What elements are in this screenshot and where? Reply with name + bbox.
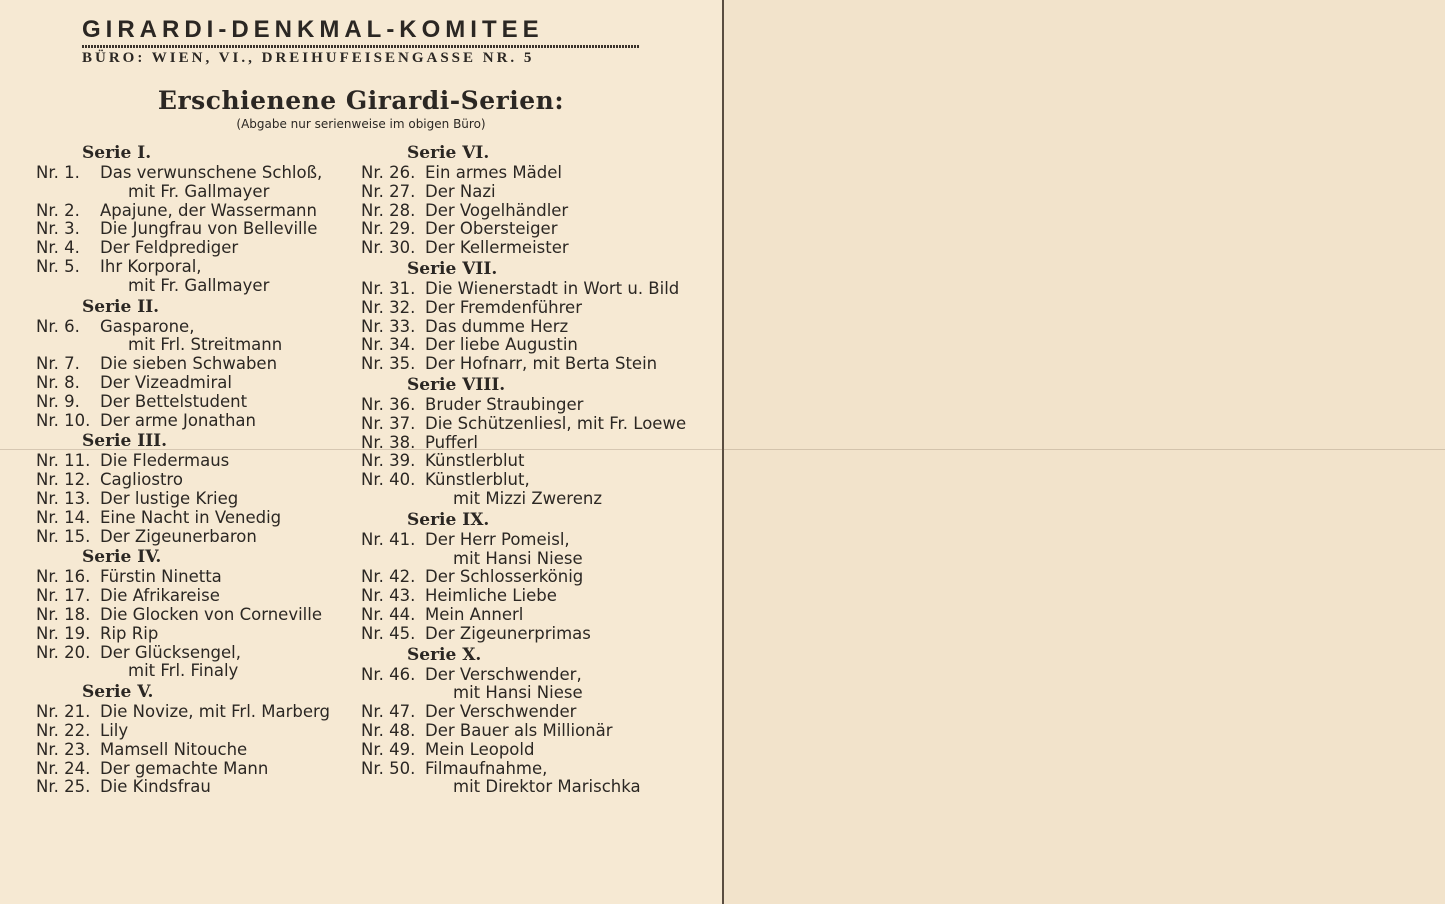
list-item [36,509,330,528]
list-item [36,374,330,393]
list-item [361,452,686,471]
entry-line [36,412,330,431]
list-item [36,625,330,644]
entry-number: Nr. 5. [36,256,80,276]
list-item [36,412,330,431]
entry-title: Die Schützenliesl, mit Fr. Loewe [425,413,687,433]
entry-number: Nr. 33. [361,316,416,336]
entry-number: Nr. 19. [36,623,91,643]
entry-line [36,778,330,797]
entry-number: Nr. 40. [361,470,416,490]
entry-line [36,606,330,625]
entry-line [36,760,330,779]
entry-line [36,239,330,258]
entry-title: Die Glocken von Corneville [100,604,322,624]
entry-title: Der Vogelhändler [425,200,569,220]
entry-number: Nr. 24. [36,758,91,778]
list-item [361,666,686,704]
heading [0,86,722,131]
right-page-blank [724,0,1445,904]
entry-title: Pufferl [425,432,479,452]
entry-continuation: mit Mizzi Zwerenz [453,488,602,508]
entry-title: Der lustige Krieg [100,488,239,508]
entry-title: Die Jungfrau von Belleville [100,219,318,239]
serie-heading: Serie V. [82,682,154,703]
serie-heading: Serie II. [82,296,160,317]
entry-number: Nr. 28. [361,200,416,220]
entry-line [361,606,686,625]
entry-number: Nr. 32. [361,297,416,317]
entry-number: Nr. 11. [36,451,91,471]
entry-line [361,587,686,606]
entry-title: Ihr Korporal, [100,256,202,276]
entry-number: Nr. 50. [361,758,416,778]
entry-title: Der Vizeadmiral [100,372,232,392]
list-item [361,568,686,587]
serie-heading: Serie X. [407,644,482,665]
list-item [36,568,330,587]
list-item [36,239,330,258]
list-item [361,531,686,569]
entry-number: Nr. 46. [361,664,416,684]
entry-title: Der arme Jonathan [100,410,256,430]
letterhead-address: BÜRO: WIEN, VI., DREIHUFEISENGASSE NR. 5 [82,50,535,66]
entry-title: Der Glücksengel, [100,642,241,662]
entry-title: Lily [100,720,129,740]
entry-number: Nr. 34. [361,335,416,355]
horizontal-crease [0,449,1445,450]
entry-line [361,568,686,587]
entry-line [36,258,330,277]
entry-number: Nr. 45. [361,623,416,643]
entry-title: Die Novize, mit Frl. Marberg [100,702,331,722]
list-item [361,202,686,221]
entry-line [361,452,686,471]
serie-heading: Serie IX. [407,509,490,530]
entry-number: Nr. 3. [36,219,80,239]
entry-number: Nr. 39. [361,451,416,471]
list-item [361,299,686,318]
serie-heading: Serie VI. [407,143,490,163]
list-item [36,202,330,221]
entry-number: Nr. 12. [36,470,91,490]
serie-heading: Serie III. [82,431,168,452]
letterhead [82,16,640,67]
entry-title: Der Verschwender [425,702,577,722]
entry-title: Der Bauer als Millionär [425,720,613,740]
entry-title: Rip Rip [100,623,159,643]
entry-title: Cagliostro [100,470,183,490]
entry-title: Bruder Straubinger [425,394,584,414]
entry-continuation: mit Frl. Streitmann [128,335,283,355]
entry-continuation: mit Hansi Niese [453,548,583,568]
entry-title: Eine Nacht in Venedig [100,507,282,527]
entry-line [36,452,330,471]
list-item [36,528,330,547]
list-item [361,741,686,760]
entry-number: Nr. 7. [36,354,80,374]
list-item [361,587,686,606]
entry-line [36,490,330,509]
entry-title: Ein armes Mädel [425,163,562,182]
entry-line [36,703,330,722]
entry-line [36,355,330,374]
serie-block [36,430,330,546]
list-item [36,606,330,625]
entry-number: Nr. 49. [361,739,416,759]
serie-block [36,546,330,681]
entry-title: Das verwunschene Schloß, [100,163,323,182]
list-item [361,471,686,509]
list-item [36,703,330,722]
entry-line [361,625,686,644]
entry-line [36,625,330,644]
entry-title: Der Hofnarr, mit Berta Stein [425,354,658,374]
list-item [361,760,686,798]
entry-number: Nr. 35. [361,354,416,374]
list-item [361,220,686,239]
entry-title: Mamsell Nitouche [100,739,248,759]
entry-number: Nr. 14. [36,507,91,527]
entry-line [361,531,686,550]
entry-title: Heimliche Liebe [425,586,557,606]
entry-title: Fürstin Ninetta [100,567,222,587]
entry-number: Nr. 10. [36,410,91,430]
entry-number: Nr. 41. [361,529,416,549]
list-item [36,587,330,606]
list-item [361,280,686,299]
serie-block [361,509,686,644]
heading-subtitle: (Abgabe nur serienweise im obigen Büro) [236,117,486,131]
entry-continuation: mit Hansi Niese [453,683,583,703]
entry-number: Nr. 47. [361,702,416,722]
entry-line [361,318,686,337]
entry-line [361,239,686,258]
entry-number: Nr. 17. [36,586,91,606]
entry-title: Der Nazi [425,181,496,201]
entry-line [361,666,686,685]
entry-title: Filmaufnahme, [425,758,548,778]
letterhead-rule [82,45,640,48]
entry-title: Mein Leopold [425,739,535,759]
entry-title: Der Kellermeister [425,238,569,258]
entry-line [361,220,686,239]
entry-title: Der gemachte Mann [100,758,269,778]
entry-number: Nr. 38. [361,432,416,452]
entry-line [36,509,330,528]
entry-line [361,722,686,741]
entry-number: Nr. 15. [36,526,91,546]
entry-line [361,703,686,722]
entry-title: Gasparone, [100,316,195,336]
entry-number: Nr. 43. [361,586,416,606]
entry-number: Nr. 20. [36,642,91,662]
entry-title: Künstlerblut, [425,470,530,490]
serie-block [361,644,686,798]
entry-number: Nr. 18. [36,604,91,624]
entry-line [36,374,330,393]
entry-title: Der Fremdenführer [425,297,582,317]
entry-number: Nr. 6. [36,316,80,336]
entry-number: Nr. 48. [361,720,416,740]
entry-title: Künstlerblut [425,451,525,471]
entry-title: Der Zigeunerprimas [425,623,591,643]
list-item [361,164,686,183]
entry-line [36,741,330,760]
entry-line [361,336,686,355]
serie-heading: Serie I. [82,143,152,163]
entry-title: Der liebe Augustin [425,335,578,355]
list-item [36,471,330,490]
entry-line [361,164,686,183]
entry-line [36,587,330,606]
list-item [36,220,330,239]
serie-block [361,258,686,374]
entry-continuation: mit Fr. Gallmayer [128,181,270,201]
entry-title: Die Kindsfrau [100,777,211,797]
list-item [36,644,330,682]
entry-title: Das dumme Herz [425,316,569,336]
entry-line [361,396,686,415]
list-item [361,355,686,374]
list-item [36,778,330,797]
entry-line [36,318,330,337]
left-page [0,0,722,904]
entry-number: Nr. 21. [36,702,91,722]
entry-number: Nr. 42. [361,567,416,587]
entry-line [361,760,686,779]
list-item [36,452,330,471]
list-item [361,606,686,625]
entry-number: Nr. 25. [36,777,91,797]
heading-title: Erschienene Girardi-Serien: [157,86,565,115]
entry-number: Nr. 31. [361,278,416,298]
entry-continuation: mit Direktor Marischka [453,777,641,797]
serie-block [361,142,686,258]
entry-number: Nr. 4. [36,238,80,258]
list-item [36,722,330,741]
letterhead-title: GIRARDI-DENKMAL-KOMITEE [82,16,544,43]
entry-number: Nr. 37. [361,413,416,433]
entry-line [36,528,330,547]
entry-title: Der Verschwender, [425,664,582,684]
entry-line [361,415,686,434]
list-item [36,164,330,202]
entry-line [361,299,686,318]
entry-title: Der Bettelstudent [100,391,248,411]
serie-block [36,142,330,296]
entry-title: Der Zigeunerbaron [100,526,257,546]
entry-number: Nr. 30. [361,238,416,258]
entry-continuation: mit Frl. Finaly [128,661,239,681]
list-item [36,258,330,296]
entry-title: Der Feldprediger [100,238,239,258]
entry-line [361,355,686,374]
list-item [36,355,330,374]
list-item [361,703,686,722]
list-item [36,393,330,412]
entry-number: Nr. 8. [36,372,80,392]
entry-line [361,183,686,202]
entry-number: Nr. 26. [361,163,416,182]
entry-number: Nr. 13. [36,488,91,508]
list-item [361,183,686,202]
entry-title: Der Schlosserkönig [425,567,584,587]
serie-heading: Serie VII. [407,258,498,279]
entry-number: Nr. 9. [36,391,80,411]
list-item [361,415,686,434]
entry-line [36,202,330,221]
list-item [361,318,686,337]
entry-line [361,280,686,299]
list-item [36,490,330,509]
left-column [36,142,330,797]
entry-line [36,220,330,239]
entry-title: Der Obersteiger [425,219,558,239]
entry-line [361,202,686,221]
entry-title: Die Wienerstadt in Wort u. Bild [425,278,680,298]
entry-line [36,471,330,490]
entry-title: Apajune, der Wassermann [100,200,317,220]
list-item [36,741,330,760]
entry-title: Die Fledermaus [100,451,230,471]
serie-heading: Serie VIII. [407,374,506,395]
list-item [36,760,330,779]
entry-title: Mein Annerl [425,604,524,624]
list-item [361,396,686,415]
list-item [361,722,686,741]
entry-continuation: mit Fr. Gallmayer [128,275,270,295]
entry-line [36,568,330,587]
list-item [361,239,686,258]
entry-number: Nr. 29. [361,219,416,239]
entry-title: Die sieben Schwaben [100,354,278,374]
entry-line [36,722,330,741]
entry-title: Der Herr Pomeisl, [425,529,570,549]
entry-number: Nr. 27. [361,181,416,201]
entry-number: Nr. 44. [361,604,416,624]
right-column [361,142,686,797]
list-item [36,318,330,356]
entry-number: Nr. 36. [361,394,416,414]
list-item [361,336,686,355]
entry-line [361,471,686,490]
serie-block [36,681,330,797]
serie-block [361,374,686,509]
entry-number: Nr. 23. [36,739,91,759]
entry-line [36,393,330,412]
entry-line [36,164,330,183]
list-item [361,625,686,644]
entry-line [36,644,330,663]
entry-number: Nr. 2. [36,200,80,220]
entry-number: Nr. 1. [36,163,80,182]
entry-title: Die Afrikareise [100,586,220,606]
entry-number: Nr. 22. [36,720,91,740]
serie-block [36,296,330,431]
entry-number: Nr. 16. [36,567,91,587]
entry-line [361,741,686,760]
serie-heading: Serie IV. [82,547,162,568]
